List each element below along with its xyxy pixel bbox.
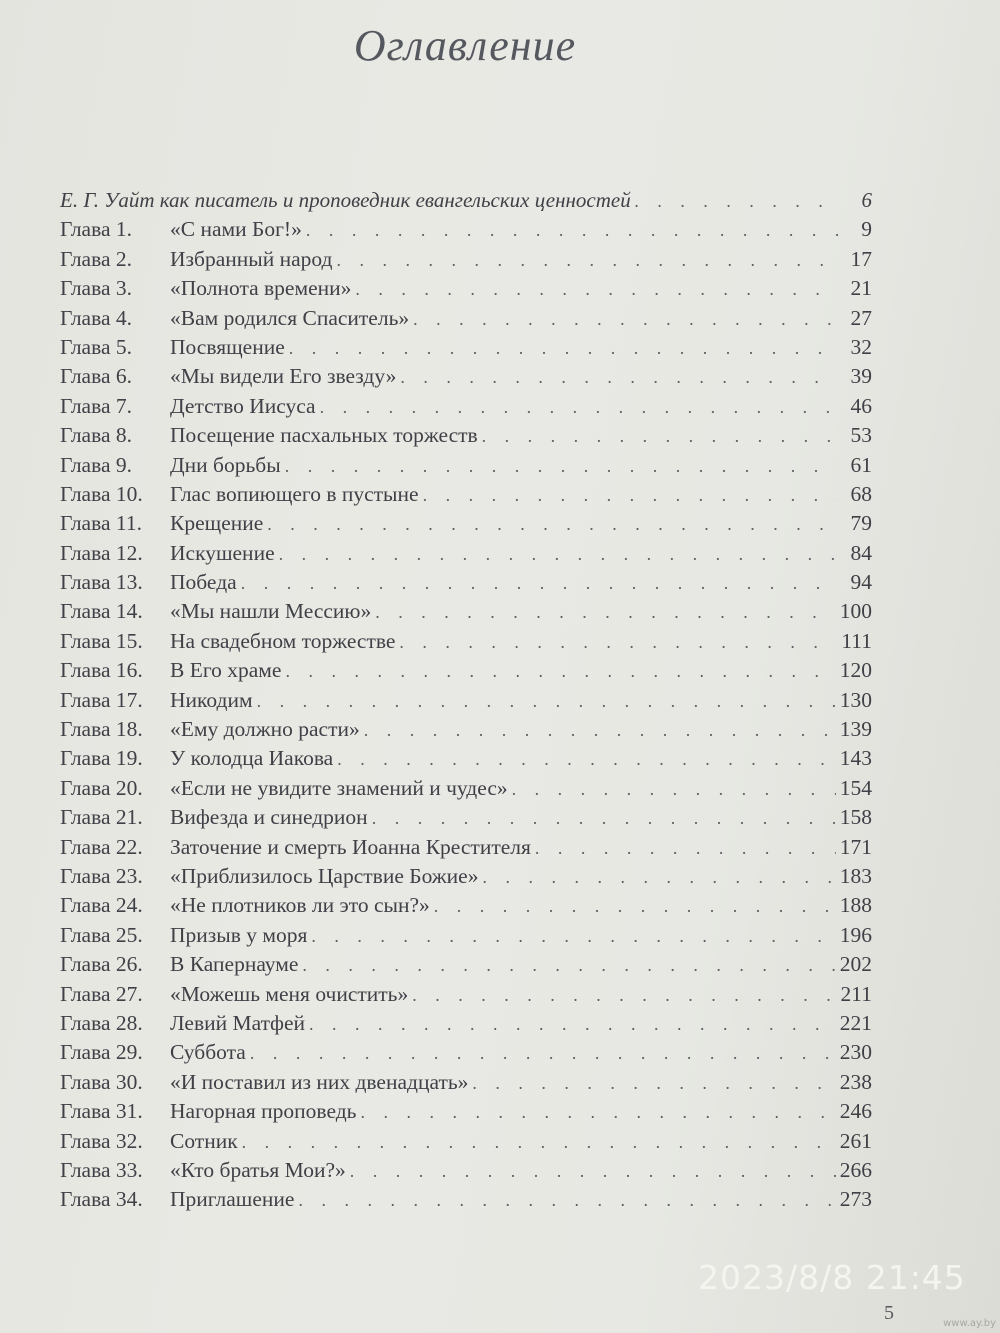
chapter-page: 130 — [839, 687, 872, 712]
chapter-label: Глава 18. — [60, 717, 143, 742]
chapter-label: Глава 11. — [60, 511, 142, 536]
chapter-page: 238 — [839, 1069, 872, 1094]
chapter-label: Глава 30. — [60, 1069, 143, 1094]
dot-leader — [355, 279, 838, 300]
chapter-title: Крещение — [170, 511, 264, 536]
toc-row — [60, 776, 872, 805]
chapter-page: 246 — [839, 1099, 872, 1124]
chapter-label: Глава 15. — [60, 628, 143, 653]
chapter-label: Глава 24. — [60, 893, 143, 918]
chapter-title: «Мы видели Его звезду» — [170, 364, 397, 389]
chapter-title: «Ему должно расти» — [170, 717, 360, 742]
dot-leader — [250, 1043, 836, 1064]
chapter-label: Глава 6. — [60, 364, 132, 389]
chapter-page: 143 — [839, 746, 872, 771]
chapter-title: «Если не увидите знамений и чудес» — [170, 775, 508, 800]
chapter-page: 139 — [839, 717, 872, 742]
chapter-title: «Полнота времени» — [170, 276, 352, 301]
chapter-label: Глава 19. — [60, 746, 143, 771]
chapter-label: Глава 5. — [60, 334, 132, 359]
chapter-title: Посещение пасхальных торжеств — [170, 423, 478, 448]
chapter-title: «Можешь меня очистить» — [170, 981, 409, 1006]
toc-row — [60, 1158, 872, 1187]
toc-intro-title: Е. Г. Уайт как писатель и проповедник евангельских ценностей — [60, 188, 631, 212]
chapter-page: 94 — [850, 570, 872, 595]
dot-leader — [635, 191, 838, 212]
chapter-page: 84 — [850, 540, 872, 565]
chapter-title: Дни борьбы — [170, 452, 281, 477]
chapter-title: На свадебном торжестве — [170, 628, 396, 653]
chapter-label: Глава 29. — [60, 1040, 143, 1065]
dot-leader — [472, 1073, 835, 1094]
dot-leader — [242, 1132, 836, 1153]
chapter-title: У колодца Иакова — [170, 746, 334, 771]
chapter-label: Глава 10. — [60, 481, 143, 506]
toc-row — [60, 394, 872, 423]
chapter-title: «Приблизилось Царствие Божие» — [170, 863, 479, 888]
chapter-page: 46 — [850, 393, 872, 418]
chapter-title: Вифезда и синедрион — [170, 805, 368, 830]
chapter-label: Глава 23. — [60, 863, 143, 888]
toc-row — [60, 570, 872, 599]
toc-intro-page: 6 — [861, 188, 872, 212]
dot-leader — [413, 309, 838, 330]
chapter-page: 79 — [850, 511, 872, 536]
chapter-label: Глава 7. — [60, 393, 132, 418]
dot-leader — [289, 338, 838, 359]
chapter-page: 17 — [850, 246, 872, 271]
chapter-label: Глава 33. — [60, 1157, 143, 1182]
dot-leader — [364, 720, 836, 741]
toc-row — [60, 1129, 872, 1158]
chapter-title: Сотник — [170, 1128, 238, 1153]
chapter-title: «С нами Бог!» — [170, 217, 302, 242]
dot-leader — [306, 220, 838, 241]
chapter-label: Глава 12. — [60, 540, 143, 565]
chapter-label: Глава 27. — [60, 981, 143, 1006]
dot-leader — [298, 1190, 835, 1211]
chapter-page: 100 — [839, 599, 872, 624]
chapter-title: «Кто братья Мои?» — [170, 1157, 346, 1182]
toc-row — [60, 717, 872, 746]
chapter-label: Глава 21. — [60, 805, 143, 830]
chapter-page: 120 — [839, 658, 872, 683]
dot-leader — [267, 514, 838, 535]
dot-leader — [350, 1161, 836, 1182]
chapter-label: Глава 32. — [60, 1128, 143, 1153]
chapter-title: Приглашение — [170, 1187, 295, 1212]
chapter-title: Детство Иисуса — [170, 393, 316, 418]
site-watermark: www.ay.by — [943, 1318, 996, 1329]
table-of-contents — [60, 188, 872, 1217]
chapter-page: 9 — [861, 217, 872, 242]
chapter-title: «Мы нашли Мессию» — [170, 599, 372, 624]
toc-row — [60, 541, 872, 570]
chapter-title: Заточение и смерть Иоанна Крестителя — [170, 834, 531, 859]
page-number: 5 — [884, 1302, 894, 1324]
toc-row — [60, 864, 872, 893]
chapter-page: 154 — [839, 775, 872, 800]
toc-row — [60, 217, 872, 246]
dot-leader — [241, 573, 838, 594]
toc-row — [60, 423, 872, 452]
toc-row — [60, 952, 872, 981]
dot-leader — [372, 808, 836, 829]
dot-leader — [412, 985, 836, 1006]
dot-leader — [279, 544, 838, 565]
dot-leader — [434, 896, 836, 917]
toc-row — [60, 1070, 872, 1099]
toc-row — [60, 364, 872, 393]
chapter-label: Глава 16. — [60, 658, 143, 683]
chapter-label: Глава 3. — [60, 276, 132, 301]
page-title: Оглавление — [353, 21, 577, 70]
chapter-title: «И поставил из них двенадцать» — [170, 1069, 469, 1094]
chapter-page: 196 — [839, 922, 872, 947]
toc-row — [60, 482, 872, 511]
chapter-title: В Капернауме — [170, 952, 299, 977]
chapter-label: Глава 22. — [60, 834, 143, 859]
chapter-page: 261 — [839, 1128, 872, 1153]
toc-row — [60, 276, 872, 305]
toc-row — [60, 1040, 872, 1069]
chapter-label: Глава 25. — [60, 922, 143, 947]
toc-row — [60, 923, 872, 952]
chapter-page: 221 — [839, 1010, 872, 1035]
dot-leader — [482, 426, 838, 447]
chapter-label: Глава 26. — [60, 952, 143, 977]
dot-leader — [535, 838, 836, 859]
chapter-title: В Его храме — [170, 658, 282, 683]
dot-leader — [423, 485, 838, 506]
toc-row — [60, 335, 872, 364]
chapter-label: Глава 2. — [60, 246, 132, 271]
chapter-page: 188 — [839, 893, 872, 918]
dot-leader — [311, 926, 835, 947]
toc-row — [60, 658, 872, 687]
dot-leader — [309, 1014, 836, 1035]
chapter-page: 230 — [839, 1040, 872, 1065]
chapter-label: Глава 1. — [60, 217, 132, 242]
dot-leader — [337, 749, 836, 770]
chapter-page: 171 — [839, 834, 872, 859]
dot-leader — [482, 867, 835, 888]
dot-leader — [336, 250, 838, 271]
dot-leader — [399, 632, 837, 653]
dot-leader — [360, 1102, 835, 1123]
dot-leader — [375, 602, 836, 623]
chapter-page: 273 — [839, 1187, 872, 1212]
photo-timestamp: 2023/8/8 21:45 — [698, 1258, 966, 1297]
chapter-title: Призыв у моря — [170, 922, 308, 947]
chapter-page: 39 — [850, 364, 872, 389]
chapter-title: Глас вопиющего в пустыне — [170, 481, 419, 506]
toc-row — [60, 247, 872, 276]
dot-leader — [285, 456, 838, 477]
chapter-label: Глава 14. — [60, 599, 143, 624]
dot-leader — [400, 367, 838, 388]
chapter-label: Глава 17. — [60, 687, 143, 712]
chapter-title: Суббота — [170, 1040, 246, 1065]
toc-row — [60, 1187, 872, 1216]
chapter-page: 211 — [840, 981, 872, 1006]
chapter-page: 61 — [850, 452, 872, 477]
chapter-title: Никодим — [170, 687, 253, 712]
chapter-label: Глава 4. — [60, 305, 132, 330]
chapter-title: «Вам родился Спаситель» — [170, 305, 410, 330]
toc-row — [60, 688, 872, 717]
toc-row — [60, 306, 872, 335]
toc-row — [60, 1099, 872, 1128]
toc-row — [60, 1011, 872, 1040]
toc-row — [60, 982, 872, 1011]
toc-row — [60, 835, 872, 864]
toc-row — [60, 746, 872, 775]
chapter-title: Победа — [170, 570, 237, 595]
chapter-label: Глава 31. — [60, 1099, 143, 1124]
dot-leader — [320, 397, 838, 418]
chapter-label: Глава 9. — [60, 452, 132, 477]
chapter-label: Глава 28. — [60, 1010, 143, 1035]
chapter-page: 158 — [839, 805, 872, 830]
dot-leader — [302, 955, 835, 976]
toc-row — [60, 629, 872, 658]
chapter-label: Глава 13. — [60, 570, 143, 595]
chapter-page: 32 — [850, 334, 872, 359]
chapter-label: Глава 34. — [60, 1187, 143, 1212]
chapter-page: 202 — [839, 952, 872, 977]
dot-leader — [512, 779, 836, 800]
toc-row — [60, 453, 872, 482]
chapter-title: «Не плотников ли это сын?» — [170, 893, 430, 918]
toc-row — [60, 511, 872, 540]
toc-row — [60, 805, 872, 834]
chapter-page: 53 — [850, 423, 872, 448]
chapter-title: Нагорная проповедь — [170, 1099, 357, 1124]
chapter-title: Избранный народ — [170, 246, 333, 271]
chapter-page: 266 — [839, 1157, 872, 1182]
chapter-page: 111 — [841, 628, 872, 653]
dot-leader — [285, 661, 835, 682]
chapter-page: 68 — [850, 481, 872, 506]
toc-intro-row — [60, 188, 872, 217]
toc-row — [60, 893, 872, 922]
toc-row — [60, 599, 872, 628]
chapter-label: Глава 8. — [60, 423, 132, 448]
chapter-list — [60, 217, 872, 1216]
chapter-page: 27 — [850, 305, 872, 330]
chapter-title: Посвящение — [170, 334, 285, 359]
chapter-label: Глава 20. — [60, 775, 143, 800]
chapter-title: Искушение — [170, 540, 275, 565]
dot-leader — [257, 691, 836, 712]
chapter-title: Левий Матфей — [170, 1010, 305, 1035]
chapter-page: 21 — [850, 276, 872, 301]
chapter-page: 183 — [839, 863, 872, 888]
